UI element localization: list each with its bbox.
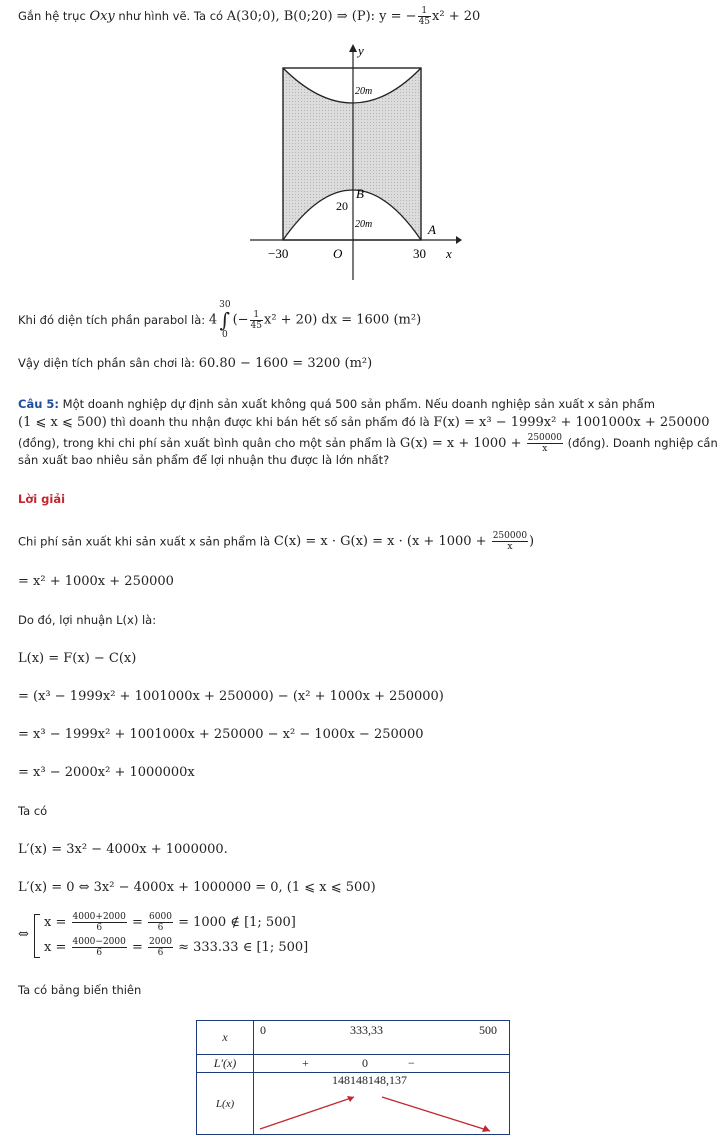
variation-table xyxy=(196,1020,510,1135)
y-axis-arrow xyxy=(349,44,357,52)
intro-line: Gắn hệ trục Oxy như hình vẽ. Ta có A(30;0), B(0;20) ⇒ (P): y = − $\frac{1}{45}$ x² + 20 xyxy=(18,6,481,27)
bottom-height-label: 20m xyxy=(355,219,373,230)
table-row-derivative: L′(x) + 0 − xyxy=(197,1055,510,1073)
solution-step-7: = x³ − 2000x² + 1000000x xyxy=(18,765,195,780)
question-line-2: (1 ⩽ x ⩽ 500) thì doanh thu nhận được khi bán hết số sản phẩm đó là F(x) = x³ − 1999x² + 1001000x + 250000 xyxy=(18,415,710,430)
solution-step-8: Ta có xyxy=(18,804,48,818)
solution-step-5: = (x³ − 1999x² + 1001000x + 250000) − (x² + 1000x + 250000) xyxy=(18,689,444,704)
x-label: x xyxy=(446,246,452,261)
parabola-figure xyxy=(0,40,700,330)
b-value-label: 20 xyxy=(336,199,348,213)
question-label: Câu 5: xyxy=(18,397,59,411)
integral-sign: 30 ∫ 0 xyxy=(219,300,231,340)
o-label: O xyxy=(333,246,343,261)
b-label: B xyxy=(356,186,364,201)
solution-step-2: = x² + 1000x + 250000 xyxy=(18,574,174,589)
solution-step-12: Ta có bảng biến thiên xyxy=(18,983,142,997)
question-line-3: (đồng), trong khi chi phí sản xuất bình quân cho một sản phẩm là G(x) = x + 1000 + $\frac{250000}{x}$ (đồng). Doanh nghiệp cần xyxy=(18,433,718,454)
solution-step-9: L′(x) = 3x² − 4000x + 1000000. xyxy=(18,842,228,857)
question-line-4: sản xuất bao nhiêu sản phẩm để lợi nhuận thu được là lớn nhất? xyxy=(18,453,390,467)
solution-step-10: L′(x) = 0 ⇔ 3x² − 4000x + 1000000 = 0, (1 ⩽ x ⩽ 500) xyxy=(18,880,376,895)
system-row-2: x = $\frac{4000-2000}{6}$ = $\frac{2000}{6}$ ≈ 333.33 ∈ [1; 500] xyxy=(44,937,309,958)
solution-step-4: L(x) = F(x) − C(x) xyxy=(18,651,137,666)
table-row-function: L(x) 148148148,137 xyxy=(197,1073,510,1135)
top-height-label: 20m xyxy=(355,86,373,97)
a-label: A xyxy=(428,222,436,237)
area-line: Khi đó diện tích phần parabol là: 430 ∫ 0(− $\frac{1}{45}$ x² + 20) dx = 1600 (m²) xyxy=(18,300,422,340)
result-line: Vậy diện tích phần sân chơi là: 60.80 − 1600 = 3200 (m²) xyxy=(18,356,373,371)
x-axis-arrow xyxy=(456,236,462,244)
neg30-label: −30 xyxy=(268,246,289,261)
pos30-label: 30 xyxy=(413,246,426,261)
table-row-x: x 0 333,33 500 xyxy=(197,1021,510,1055)
solution-title: Lời giải xyxy=(18,492,66,506)
solution-step-3: Do đó, lợi nhuận L(x) là: xyxy=(18,613,157,627)
solution-step-6: = x³ − 1999x² + 1001000x + 250000 − x² − 1000x − 250000 xyxy=(18,727,424,742)
system-bracket xyxy=(34,914,40,958)
y-label: y xyxy=(358,43,364,58)
system-row-1: x = $\frac{4000+2000}{6}$ = $\frac{6000}{6}$ = 1000 ∉ [1; 500] xyxy=(44,912,296,933)
question-line-1: Câu 5: Một doanh nghiệp dự định sản xuất không quá 500 sản phẩm. Nếu doanh nghiệp sản xuất x sản phẩm xyxy=(18,397,655,411)
variation-arrows xyxy=(254,1073,510,1135)
max-value: 148148148,137 xyxy=(332,1073,407,1087)
solution-step-1: Chi phí sản xuất khi sản xuất x sản phẩm là C(x) = x · G(x) = x · (x + 1000 + $\frac{250000}{x}$ ) xyxy=(18,531,535,552)
